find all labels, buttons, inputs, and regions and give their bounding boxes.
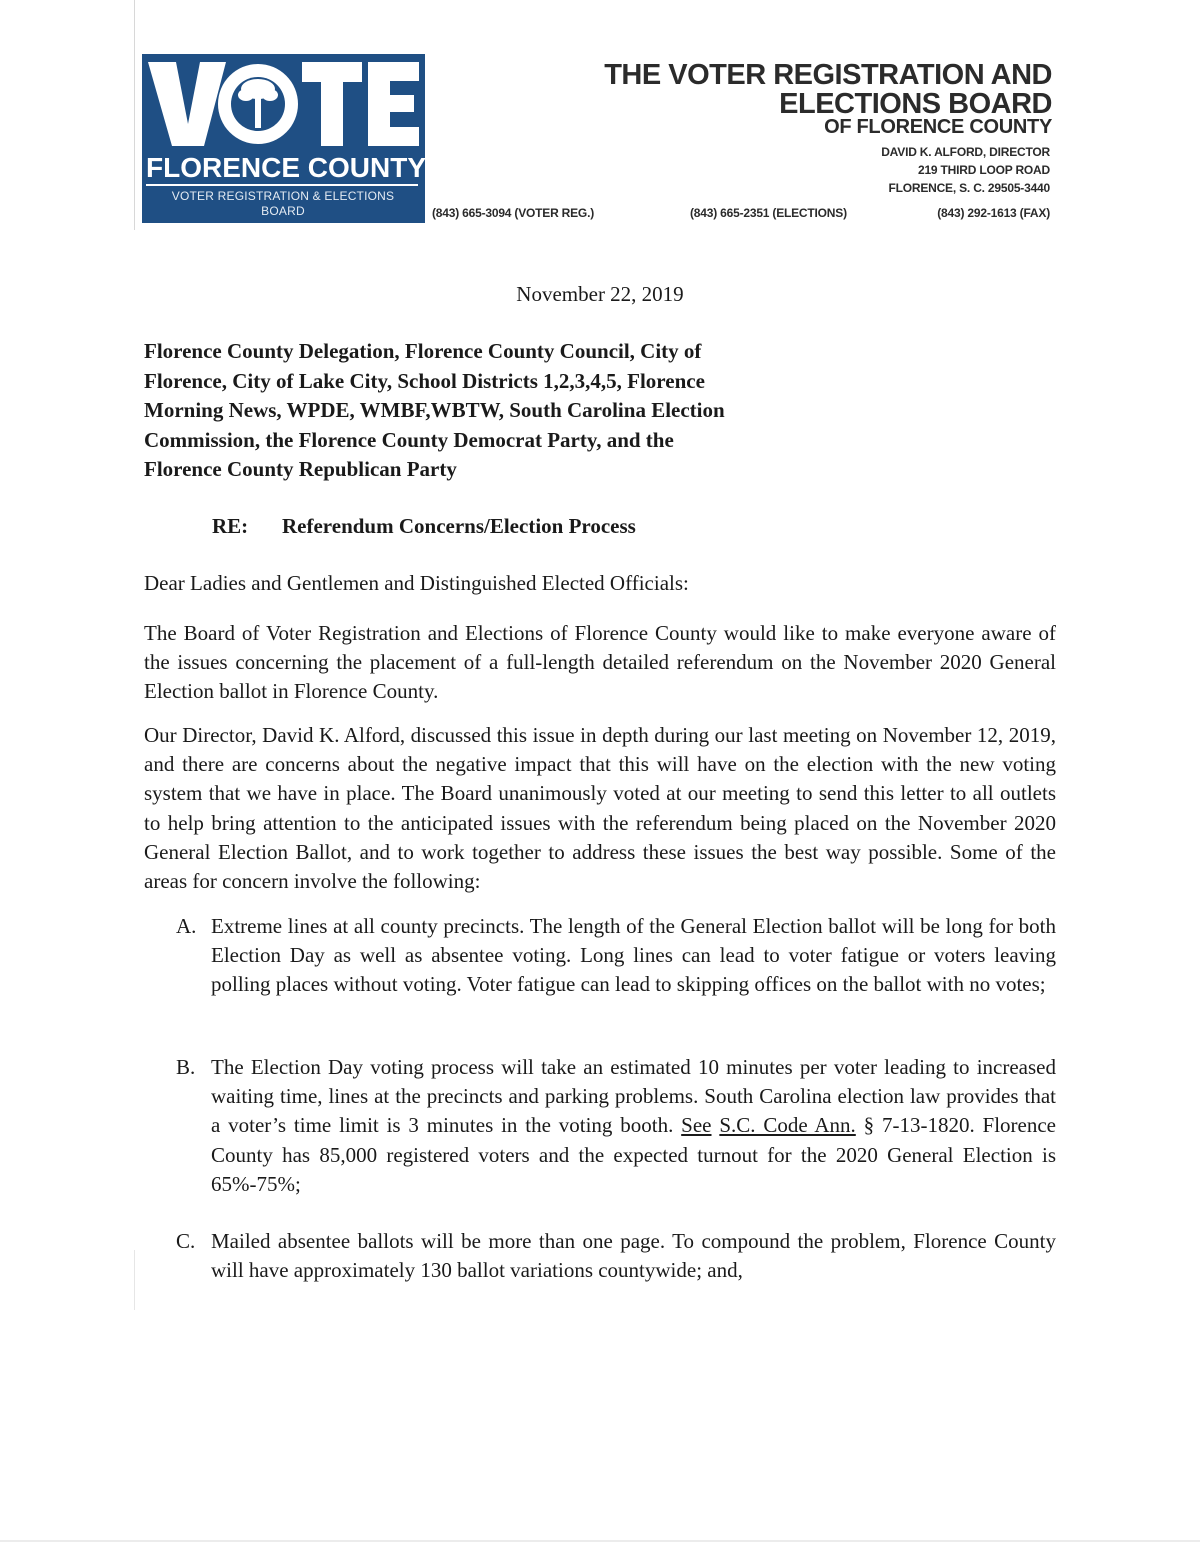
scan-edge [134, 0, 135, 230]
list-item-text: Extreme lines at all county precincts. The length of the General Election ballot will be long for both Election Day as well as absentee voting. Long lines can lead to voter fatigue or voters leaving polling places without voting. Voter fatigue can lead to skipping offices on the ballot with no votes; [211, 914, 1056, 997]
recipient-line: Morning News, WPDE, WMBF,WBTW, South Carolina Election [144, 398, 725, 422]
list-item [176, 1053, 1056, 1199]
subject-text: Referendum Concerns/Election Process [282, 514, 636, 538]
logo-subtitle-line: VOTER REGISTRATION & ELECTIONS [171, 189, 395, 203]
list-item-letter: C. [176, 1229, 196, 1253]
recipient-line: Commission, the Florence County Democrat Party, and the [144, 427, 674, 452]
list-item-letter: A. [176, 914, 197, 938]
phone-voter-registration: (843) 665-3094 (VOTER REG.) [432, 206, 594, 220]
letterhead-subtitle: OF FLORENCE COUNTY [824, 116, 1052, 138]
phone-fax: (843) 292-1613 (FAX) [937, 206, 1050, 220]
phone-elections: (843) 665-2351 (ELECTIONS) [690, 206, 847, 220]
scan-edge [134, 1250, 135, 1310]
list-item-text-part: § 7-13-1820. Florence County has 85,000 registered voters and the expected turnout for the 2020 General Election is 65%-75%; [211, 1113, 1057, 1196]
letterhead-title: ELECTIONS BOARD [779, 88, 1052, 120]
scan-edge [0, 1540, 1200, 1542]
recipient-line: Florence, City of Lake City, School Districts 1,2,3,4,5, Florence [144, 368, 705, 393]
citation-see: See [681, 1113, 712, 1138]
street-address: 219 THIRD LOOP ROAD [917, 163, 1050, 177]
subject-line [212, 514, 636, 539]
letterhead-title: THE VOTER REGISTRATION AND [604, 59, 1052, 91]
citation-code: S.C. Code Ann. [719, 1113, 856, 1138]
logo-divider [146, 184, 418, 186]
salutation: Dear Ladies and Gentlemen and Distinguished Elected Officials: [144, 571, 689, 595]
letter-date: November 22, 2019 [516, 282, 684, 306]
subject-label: RE: [212, 514, 249, 538]
paragraph: The Board of Voter Registration and Elections of Florence County would like to make everyone aware of the issues concerning the placement of a full-length detailed referendum on the November 2020 General Election ballot in Florence County. [144, 621, 1056, 704]
list-item [176, 1227, 1056, 1285]
recipient-line: Florence County Republican Party [144, 457, 457, 481]
logo-subtitle [148, 189, 418, 219]
list-item [176, 912, 1056, 1000]
city-address: FLORENCE, S. C. 29505-3440 [888, 181, 1050, 195]
paragraph: Our Director, David K. Alford, discussed this issue in depth during our last meeting on November 12, 2019, and there are concerns about the negative impact that this will have on the election with the new voting system that we have in place. The Board unanimously voted at our meeting to send this letter to all outlets to help bring attention to the anticipated issues with the referendum being placed on the November 2020 General Election Ballot, and to work together to address these issues the best way possible. Some of the areas for concern involve the following: [144, 723, 1056, 894]
director-name: DAVID K. ALFORD, DIRECTOR [881, 145, 1050, 159]
list-item-text: Mailed absentee ballots will be more than one page. To compound the problem, Florence County will have approximately 130 ballot variations countywide; and, [211, 1229, 1056, 1283]
recipient-line: Florence County Delegation, Florence County Council, City of [144, 339, 702, 363]
logo-subtitle-line: BOARD [261, 204, 305, 218]
vote-logo [142, 54, 425, 223]
list-item-text-part: The Election Day voting process will take an estimated 10 minutes per voter leading to increased waiting time, lines at the precincts and parking problems. South Carolina election law provides that a voter’s time limit is 3 minutes in the voting booth. [211, 1055, 1056, 1138]
list-item-text [211, 1053, 1056, 1199]
recipients-block [144, 337, 844, 485]
list-item-letter: B. [176, 1055, 196, 1079]
vote-wordmark-graphic [146, 54, 421, 154]
vote-wordmark [146, 54, 421, 154]
logo-county-name: FLORENCE COUNTY [146, 152, 426, 183]
